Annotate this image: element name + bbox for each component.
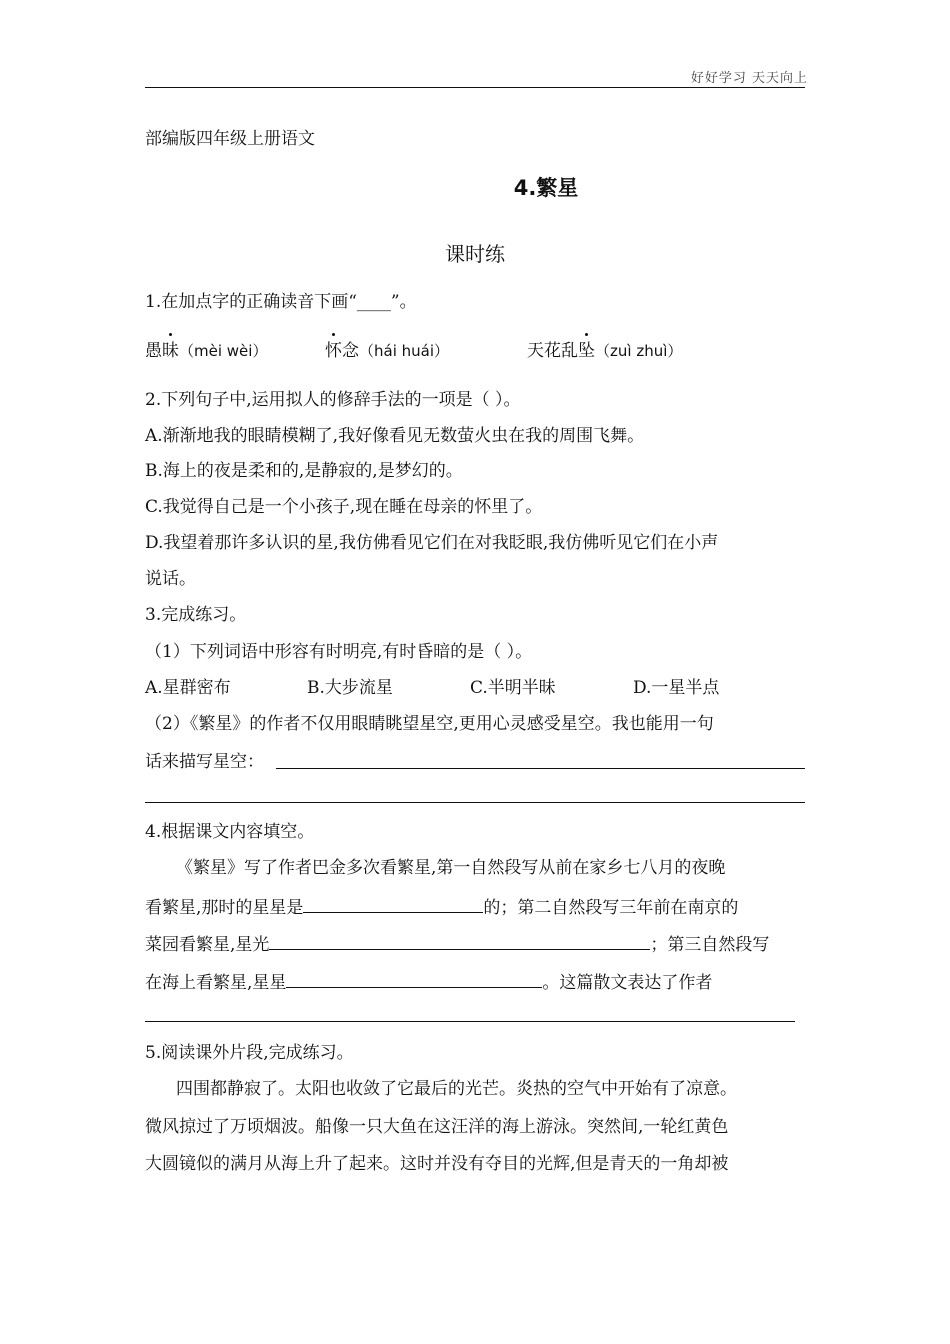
q1-item-3-pre: 天花乱 <box>527 341 578 361</box>
q3-sub2-line2: 话来描写星空： <box>145 752 264 772</box>
q4-prompt: 4.根据课文内容填空。 <box>145 822 315 842</box>
header-rule <box>145 87 805 88</box>
q2-option-d-line2: 说话。 <box>145 569 196 589</box>
q1-item-1-dotted-char: 昧 <box>162 341 179 361</box>
q4-line1: 《繁星》写了作者巴金多次看繁星,第一自然段写从前在家乡七八月的夜晚 <box>176 858 726 878</box>
q3-answer-line-2[interactable] <box>145 802 805 803</box>
q1-item-2-post: 念 <box>342 341 359 361</box>
q4-line2-text-b: 的；第二自然段写三年前在南京的 <box>483 898 739 918</box>
q4-line4-text-b: 。这篇散文表达了作者 <box>542 973 713 993</box>
lesson-subtitle: 课时练 <box>445 242 505 266</box>
q3-option-d: D.一星半点 <box>633 678 720 698</box>
q3-option-c: C.半明半昧 <box>470 678 556 698</box>
q2-option-d-line1: D.我望着那许多认识的星,我仿佛看见它们在对我眨眼,我仿佛听见它们在小声 <box>145 533 719 553</box>
q1-item-3 <box>527 339 682 363</box>
q2-option-b: B.海上的夜是柔和的,是静寂的,是梦幻的。 <box>145 461 463 481</box>
q4-line3-text-a: 菜园看繁星,星光 <box>145 935 270 955</box>
q1-item-2-dotted-char: 怀 <box>325 341 342 361</box>
q3-option-a: A.星群密布 <box>145 678 231 698</box>
lesson-title: 4.繁星 <box>513 176 579 200</box>
q3-answer-line-1[interactable] <box>276 768 805 769</box>
q4-line3 <box>145 931 769 957</box>
q3-prompt: 3.完成练习。 <box>145 605 247 625</box>
q2-option-c: C.我觉得自己是一个小孩子,现在睡在母亲的怀里了。 <box>145 497 543 517</box>
q4-blank-1[interactable] <box>303 894 483 913</box>
grade-line: 部编版四年级上册语文 <box>145 129 315 149</box>
q3-sub1: （1）下列词语中形容有时明亮,有时昏暗的是（ ）。 <box>145 642 533 662</box>
q4-line4-text-a: 在海上看繁星,星星 <box>145 973 287 993</box>
q1-items <box>145 339 682 363</box>
q4-blank-2[interactable] <box>269 931 650 950</box>
q4-line2 <box>145 894 738 920</box>
q5-prompt: 5.阅读课外片段,完成练习。 <box>145 1043 354 1063</box>
q5-passage-line3: 大圆镜似的满月从海上升了起来。这时并没有夺目的光辉,但是青天的一角却被 <box>145 1154 729 1174</box>
q1-item-2-pinyin: （hái huái） <box>359 342 450 360</box>
q5-passage-line1: 四围都静寂了。太阳也收敛了它最后的光芒。炎热的空气中开始有了凉意。 <box>176 1079 737 1099</box>
q1-item-1-pinyin: （mèi wèi） <box>179 342 268 360</box>
q3-options <box>145 676 719 700</box>
q4-answer-line[interactable] <box>145 1021 795 1022</box>
header-motto: 好好学习 天天向上 <box>690 71 808 86</box>
q4-line3-text-b: ；第三自然段写 <box>650 935 770 955</box>
q1-item-1 <box>145 339 325 363</box>
q1-item-3-dotted-char: 坠 <box>578 341 595 361</box>
q1-item-3-pinyin: （zuì zhuì） <box>595 342 683 360</box>
q1-item-1-pre: 愚 <box>145 341 162 361</box>
q2-prompt: 2.下列句子中,运用拟人的修辞手法的一项是（ ）。 <box>145 390 521 410</box>
q4-blank-3[interactable] <box>286 969 542 988</box>
q2-option-a: A.渐渐地我的眼睛模糊了,我好像看见无数萤火虫在我的周围飞舞。 <box>145 426 645 446</box>
q4-line2-text-a: 看繁星,那时的星星是 <box>145 898 304 918</box>
q5-passage-line2: 微风掠过了万顷烟波。船像一只大鱼在这汪洋的海上游泳。突然间,一轮红黄色 <box>145 1117 729 1137</box>
q3-sub2-line1: （2）《繁星》的作者不仅用眼睛眺望星空,更用心灵感受星空。我也能用一句 <box>145 714 714 734</box>
q1-prompt: 1.在加点字的正确读音下画“____”。 <box>145 292 417 312</box>
q1-item-2 <box>325 339 527 363</box>
q3-option-b: B.大步流星 <box>307 678 393 698</box>
q4-line4 <box>145 969 712 995</box>
